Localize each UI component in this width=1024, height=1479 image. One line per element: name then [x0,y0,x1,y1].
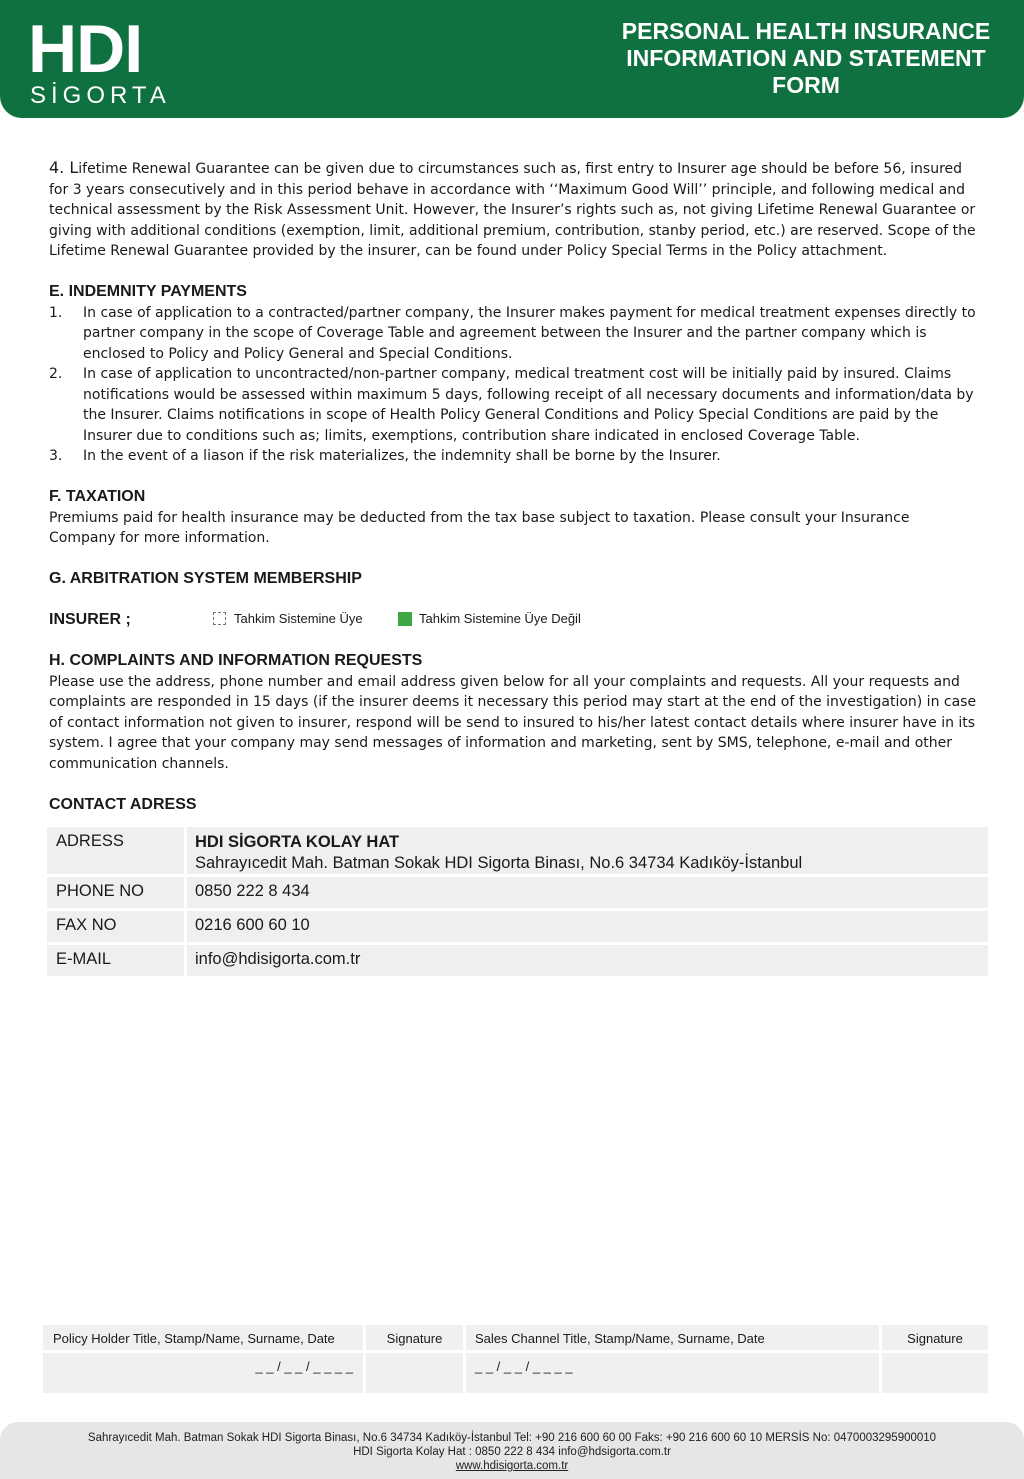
arbitration-not-member-option[interactable] [398,611,581,626]
arbitration-not-member-label: Tahkim Sistemine Üye Değil [419,611,581,626]
unchecked-checkbox-icon[interactable] [213,612,226,625]
form-title-line2: INFORMATION AND STATEMENT [626,45,986,71]
signature-input-row [43,1353,988,1393]
policy-holder-date-field[interactable]: _ _ / _ _ / _ _ _ _ [43,1353,366,1393]
section4-text: ifetime Renewal Guarantee can be given due to circumstances such as, first entry to Insurer age should be before 56, insured for 3 years consecutively and in this period behave in accordance with ‘‘Maximum Good Will’’ principle, and following medical and technical assessment by the Risk Assessment Unit. However, the Insurer’s rights such as, not giving Lifetime Renewal Guarantee or giving with additional conditions (exemption, limit, additional premium, contribution, stanby period, etc.) are reserved. Scope of the Lifetime Renewal Guarantee provided by the insurer, can be found under Policy Special Terms in the Policy attachment. [49,161,976,259]
contact-label: FAX NO [47,911,184,942]
contact-table [47,827,988,979]
signature-table [43,1325,988,1393]
complaints-text: Please use the address, phone number and email address given below for all your complaints and requests. All your requests and complaints are responded in 15 days (if the insurer deems it necessary this period may start at the end of the investigation) in case of contact information not given to insurer, respond will be send to insured to his/her latest contact details where insurer have in its system. I agree that your company may send messages of information and marketing, sent by SMS, telephone, e-mail and other communication channels. [49,673,977,772]
arbitration-member-label: Tahkim Sistemine Üye [234,611,363,626]
indemnity-item [49,364,977,446]
contact-heading: CONTACT ADRESS [49,795,197,813]
website-link[interactable]: www.hdisigorta.com.tr [455,1460,569,1472]
header-banner [0,0,1024,118]
complaints-heading: H. COMPLAINTS AND INFORMATION REQUESTS [49,652,423,669]
logo-main-text: HDI [28,11,143,87]
taxation-heading: F. TAXATION [49,488,146,505]
contact-phone-value: 0850 222 8 434 [187,877,988,908]
insurer-arbitration-row [49,610,977,631]
contact-value [187,827,988,874]
contact-fax-value: 0216 600 60 10 [187,911,988,942]
insurer-label: INSURER ; [49,611,131,628]
arbitration-member-option[interactable] [213,611,363,626]
logo-sub-text: SİGORTA [30,82,171,109]
contact-row-fax [47,911,988,942]
indemnity-list [49,303,977,467]
form-title-line3: FORM [772,72,840,98]
section4-number: 4. L [49,158,79,177]
contact-hotline-name: HDI SİGORTA KOLAY HAT [195,833,400,851]
contact-email-value: info@hdisigorta.com.tr [187,945,988,976]
hdi-logo [28,11,171,109]
indemnity-item-number: 3. [49,448,63,464]
indemnity-item-text: In the event of a liason if the risk materializes, the indemnity shall be borne by the Insurer. [83,448,721,464]
contact-row-address [47,827,988,874]
form-title-line1: PERSONAL HEALTH INSURANCE [621,18,991,44]
taxation-text: Premiums paid for health insurance may be deducted from the tax base subject to taxation. Please consult your Insurance Company for more information. [49,509,910,546]
contact-row-phone [47,877,988,908]
contact-label: PHONE NO [47,877,184,908]
footer-hotline: HDI Sigorta Kolay Hat : 0850 222 8 434 info@hdsigorta.com.tr [353,1446,671,1458]
indemnity-item-text: In case of application to uncontracted/non-partner company, medical treatment cost will be initially paid by insured. Claims notifications would be assessed within maximum 5 days, following receipt of all necessary documents and information/data by the Insurer. Claims notifications in scope of Health Policy General Conditions and Policy Special Conditions are paid by the Insurer due to conditions such as; limits, exemptions, contribution share indicated in enclosed Coverage Table. [83,366,974,444]
contact-address-text: Sahrayıcedit Mah. Batman Sokak HDI Sigorta Binası, No.6 34734 Kadıköy-İstanbul [195,854,803,872]
indemnity-item-text: In case of application to a contracted/partner company, the Insurer makes payment for medical treatment expenses directly to partner company in the scope of Coverage Table and agreement between the Insurer and the partner company which is enclosed to Policy and Policy General and Special Conditions. [83,304,976,362]
footer-address: Sahrayıcedit Mah. Batman Sokak HDI Sigorta Binası, No.6 34734 Kadıköy-İstanbul Tel: +90 216 600 60 00 Faks: +90 216 600 60 10 MERSİS No: 0470003295900010 [87,1432,937,1444]
indemnity-heading: E. INDEMNITY PAYMENTS [49,283,247,300]
signature-header-row [43,1325,988,1350]
sales-channel-date-field[interactable]: _ _ / _ _ / _ _ _ _ [466,1353,882,1393]
contact-row-email [47,945,988,976]
indemnity-item [49,446,977,467]
signature-header: Signature [366,1325,466,1350]
checked-checkbox-icon[interactable] [398,612,412,626]
signature-header: Signature [882,1325,988,1350]
contact-label: E-MAIL [47,945,184,976]
indemnity-item [49,303,977,365]
footer [0,1422,1024,1479]
indemnity-item-number: 1. [49,304,63,321]
section4-paragraph [49,158,977,262]
contact-label: ADRESS [47,827,184,874]
policy-holder-signature-field[interactable] [366,1353,466,1393]
sales-channel-signature-field[interactable] [882,1353,988,1393]
form-title [600,18,1012,99]
sales-channel-header: Sales Channel Title, Stamp/Name, Surname, Date [466,1325,882,1350]
form-body [49,158,977,815]
arbitration-heading: G. ARBITRATION SYSTEM MEMBERSHIP [49,570,362,587]
indemnity-item-number: 2. [49,366,63,382]
policy-holder-header: Policy Holder Title, Stamp/Name, Surname, Date [43,1325,366,1350]
